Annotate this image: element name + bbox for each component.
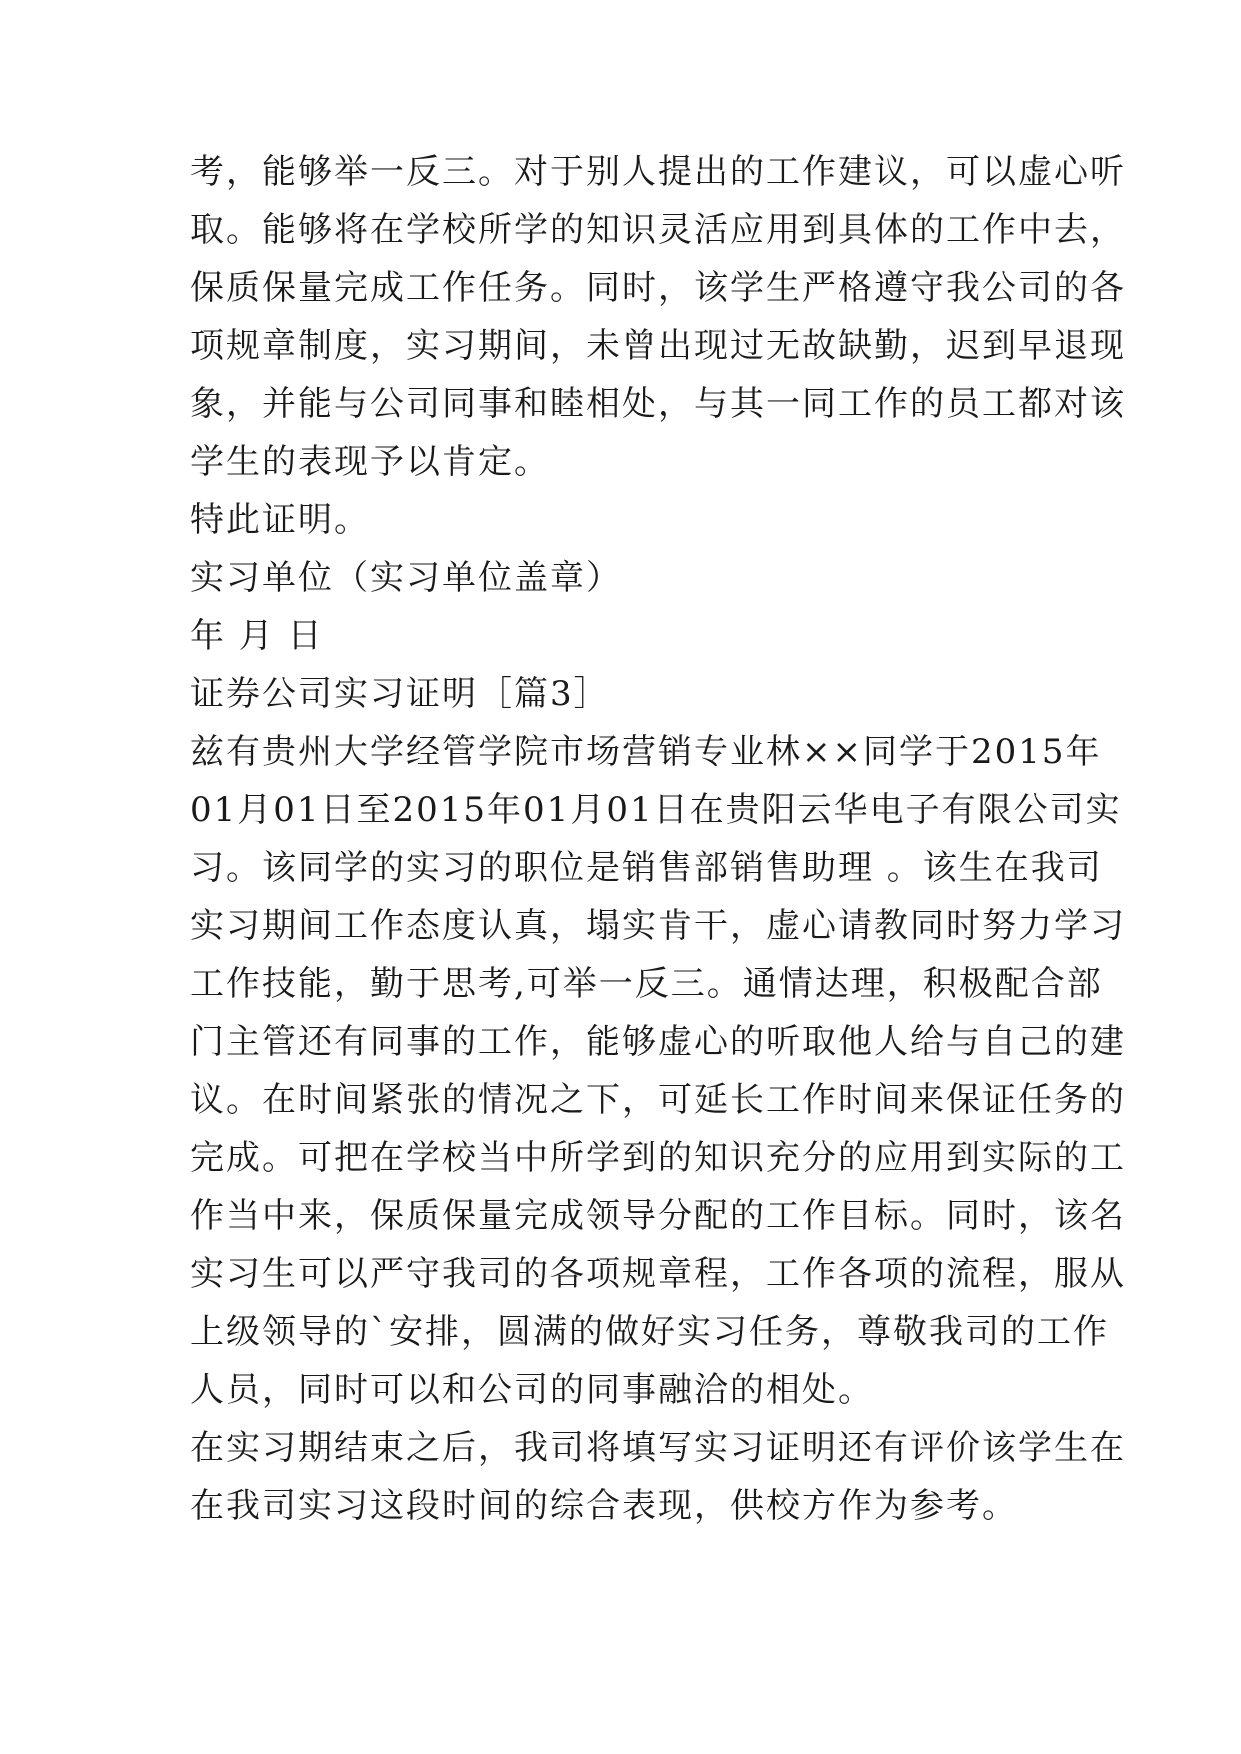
text-line: 门主管还有同事的工作，能够虚心的听取他人给与自己的建 [190,1022,1126,1062]
text-line: 在实习期结束之后，我司将填写实习证明还有评价该学生在 [190,1428,1126,1468]
text-line: 象，并能与公司同事和睦相处，与其一同工作的员工都对该 [190,384,1126,424]
text-line: 兹有贵州大学经管学院市场营销专业林××同学于2015年 [190,732,1102,772]
text-line: 保质保量完成工作任务。同时，该学生严格遵守我公司的各 [190,268,1126,308]
text-line: 作当中来，保质保量完成领导分配的工作目标。同时，该名 [190,1196,1126,1236]
text-line: 习。该同学的实习的职位是销售部销售助理 。该生在我司 [190,848,1103,888]
text-line: 实习生可以严守我司的各项规章程，工作各项的流程，服从 [190,1254,1126,1294]
text-line: 取。能够将在学校所学的知识灵活应用到具体的工作中去， [190,210,1126,250]
closing-statement: 特此证明。 [190,500,370,540]
text-line: 01月01日至2015年01月01日在贵阳云华电子有限公司实 [190,790,1122,830]
signature-unit: 实习单位（实习单位盖章） [190,558,622,598]
text-line: 项规章制度，实习期间，未曾出现过无故缺勤，迟到早退现 [190,326,1126,366]
date-line: 年 月 日 [190,616,324,656]
text-line: 实习期间工作态度认真，塌实肯干，虚心请教同时努力学习 [190,906,1126,946]
text-line: 人员，同时可以和公司的同事融洽的相处。 [190,1370,874,1410]
text-line: 工作技能，勤于思考,可举一反三。通情达理，积极配合部 [190,964,1103,1004]
text-line: 完成。可把在学校当中所学到的知识充分的应用到实际的工 [190,1138,1126,1178]
text-line: 学生的表现予以肯定。 [190,442,550,482]
text-line: 议。在时间紧张的情况之下，可延长工作时间来保证任务的 [190,1080,1126,1120]
text-line: 考，能够举一反三。对于别人提出的工作建议，可以虚心听 [190,152,1126,192]
text-line: 在我司实习这段时间的综合表现，供校方作为参考。 [190,1486,1018,1526]
text-line: 上级领导的`安排，圆满的做好实习任务，尊敬我司的工作 [190,1312,1109,1352]
section-title: 证券公司实习证明［篇3］ [190,674,610,714]
